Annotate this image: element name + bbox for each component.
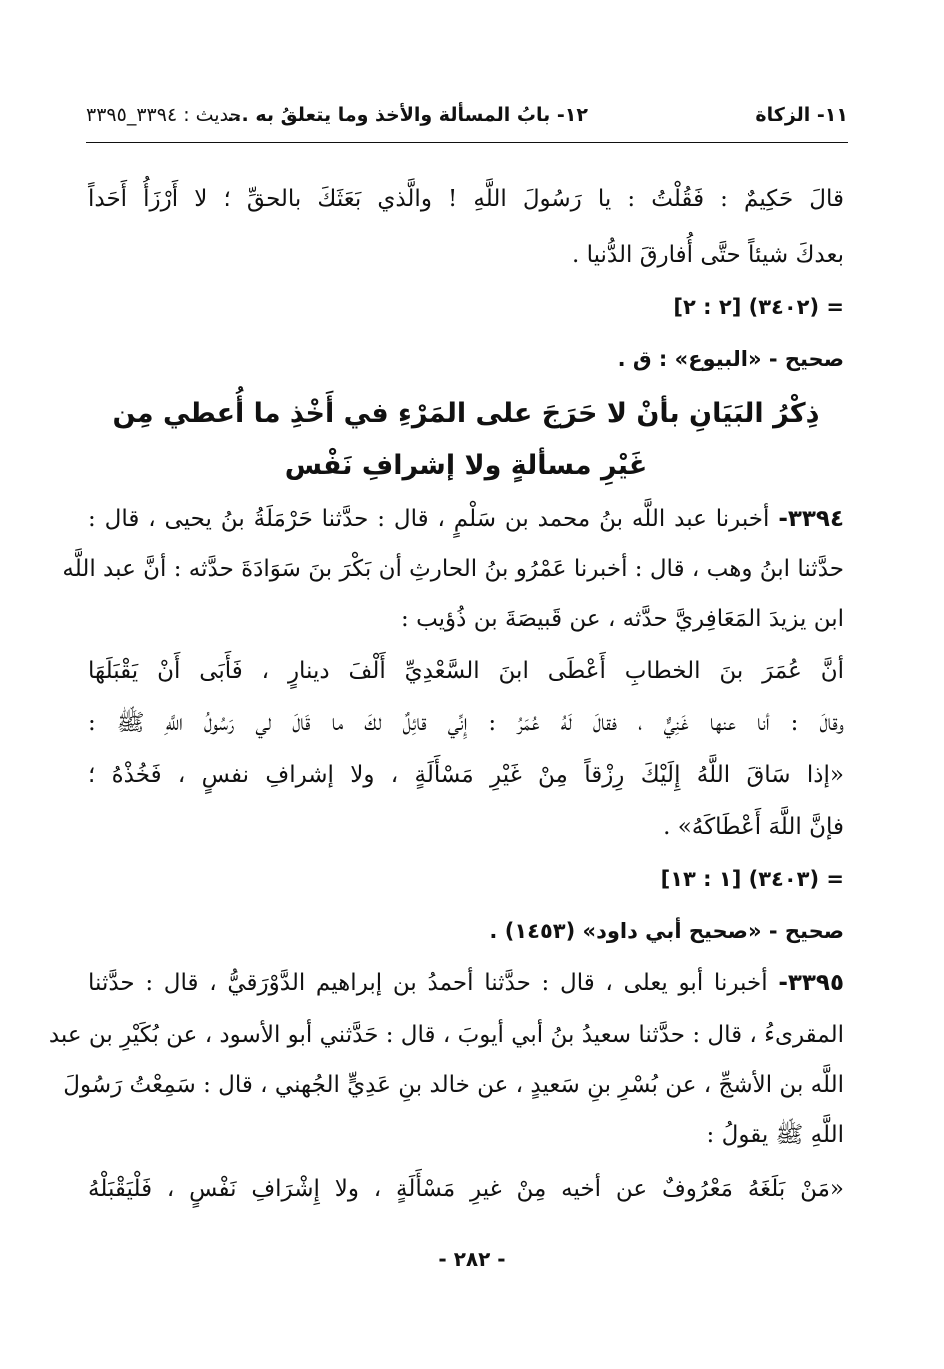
chapter-title: ١١- الزكاة — [755, 104, 848, 126]
header-divider — [86, 142, 848, 143]
chapter-heading-line: ذِكْرُ البَيَانِ بأنْ لا حَرَجَ على المَرْءِ في أَخْذِ ما أُعطي مِن — [112, 398, 820, 429]
page-number: - ٢٨٢ - — [438, 1247, 506, 1271]
section-title: ١٢- بابُ المسألة والأخذ وما يتعلقُ به ... — [227, 104, 588, 126]
isnad-line — [88, 502, 844, 536]
matn-line: وقالَ : أنا عنها غَنِيٌّ ، فقالَ لَهُ عُمَرُ : إِنِّي قائِلٌ لكَ ما قَالَ لي رَسُولُ اللَّهِ ﷺ : — [88, 710, 844, 736]
reference-line: = (٣٤٠٢) [٢ : ٢] — [673, 295, 844, 319]
hadith-number: ٣٣٩٥- — [778, 970, 845, 996]
isnad-line: اللَّه بن الأشجِّ ، عن بُسْرِ بنِ سَعيدٍ ، عن خالد بنِ عَدِيٍّ الجُهني ، قال : سَمِعْتُ رَسُولَ — [63, 1072, 844, 1098]
chapter-heading-line: غَيْرِ مسألةٍ ولا إشرافِ نَفْس — [284, 450, 648, 481]
text-line: بعدكَ شيئاً حتَّى أُفارقَ الدُّنيا . — [571, 242, 844, 268]
isnad-line: اللَّهِ ﷺ يقولُ : — [706, 1122, 844, 1148]
matn-line: «إذا سَاقَ اللَّهُ إِلَيْكَ رِزْقاً مِنْ غَيْرِ مَسْأَلَةٍ ، ولا إشرافِ نفسٍ ، فَخُذْهُ ؛ — [88, 762, 844, 788]
grading-line: صحيح - «البيوع» : ق . — [617, 347, 844, 371]
reference-line: = (٣٤٠٣) [١ : ١٣] — [660, 867, 844, 891]
matn-line: «مَنْ بَلَغَهُ مَعْرُوفٌ عن أخيه مِنْ غيرِ مَسْأَلَةٍ ، ولا إِشْرَافِ نَفْسٍ ، فَلْيَقْبَلْهُ — [88, 1176, 844, 1202]
isnad-line: حدَّثنا ابنُ وهب ، قال : أخبرنا عَمْرُو بنُ الحارثِ أن بَكْرَ بنَ سَوَادَةَ حدَّثه : أنَّ عبد اللَّه — [62, 556, 844, 582]
matn-line: فإنَّ اللَّهَ أَعْطَاكَهُ» . — [663, 814, 844, 840]
isnad-line — [88, 966, 844, 1000]
isnad-line: المقرىءُ ، قال : حدَّثنا سعيدُ بنُ أبي أيوبَ ، قال : حَدَّثني أبو الأسود ، عن بُكَيْرِ بن عبد — [48, 1022, 844, 1048]
isnad-text: أخبرنا أبو يعلى ، قال : حدَّثنا أحمدُ بن إبراهيم الدَّوْرَقيُّ ، قال : حدَّثنا — [88, 970, 768, 996]
running-header — [86, 104, 848, 134]
isnad-text: أخبرنا عبد اللَّه بنُ محمد بن سَلْمٍ ، قال : حدَّثنا حَرْمَلَةُ بنُ يحيى ، قال : — [88, 506, 770, 532]
hadith-number: ٣٣٩٤- — [778, 506, 845, 532]
hadith-range: حديث : ٣٣٩٤_٣٣٩٥ — [86, 104, 242, 126]
matn-line: أنَّ عُمَرَ بنَ الخطابِ أَعْطَى ابنَ السَّعْدِيِّ أَلْفَ دينارٍ ، فَأَبَى أَنْ يَقْبَلَهَا — [88, 658, 844, 684]
grading-line: صحيح - «صحيح أبي داود» (١٤٥٣) . — [489, 919, 844, 943]
text-line: قالَ حَكِيمٌ : فَقُلْتُ : يا رَسُولَ اللَّهِ ! والَّذي بَعَثَكَ بالحقِّ ؛ لا أَرْزَأُ أَحَداً — [88, 186, 844, 212]
isnad-line: ابن يزيدَ المَعَافِريَّ حدَّثه ، عن قَبيصَةَ بن ذُؤيب : — [401, 606, 844, 632]
